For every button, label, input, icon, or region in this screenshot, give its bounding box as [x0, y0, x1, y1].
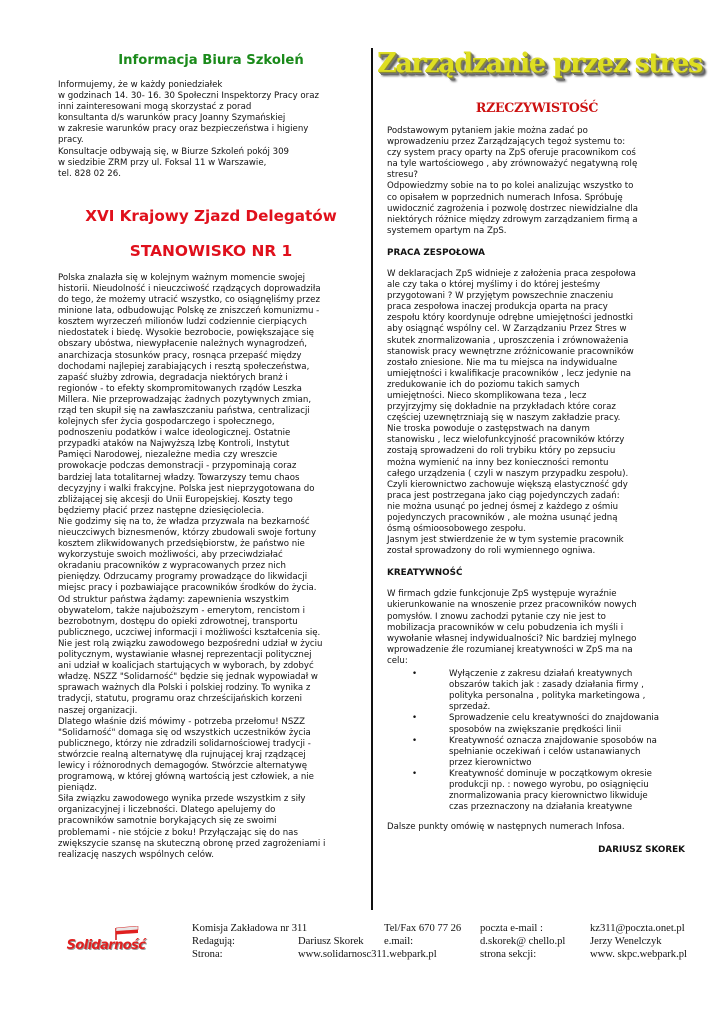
text-line: został sprowadzony do roli wymiennego ogniwa. — [387, 546, 596, 557]
teamwork-paragraph — [387, 269, 687, 557]
text-line: Odpowiedzmy sobie na to po kolei analizując wszystko to — [387, 181, 634, 192]
text-line: W firmach gdzie funkcjonuje ZpS występuje wyraźnie — [387, 589, 617, 600]
text-line: wywołanie własnej indywidualności? Nic bardziej mylnego — [387, 633, 637, 644]
section-title: RZECZYWISTOŚĆ — [475, 100, 599, 115]
text-line: rząd ten skupił się na zawłaszczaniu państwa, centralizacji — [58, 405, 310, 416]
text-line: Siła związku zawodowego wynika przede wszystkim z siły — [58, 794, 306, 805]
section-site-link[interactable]: www. skpc.webpark.pl — [590, 949, 687, 960]
editor-1-email-label: e.mail: — [384, 936, 414, 947]
text-line: regionów - to efekty skompromitowanych rządów Leszka — [58, 383, 302, 394]
text-line: stanowisku , lecz wielofunkcyjność pracowników którzy — [387, 435, 625, 446]
text-line: Polska znalazła się w kolejnym ważnym momencie swojej — [58, 272, 306, 283]
banner-title: Zarządzanie przez stres — [377, 48, 702, 79]
text-line: miejsc pracy i pozbawiające pracowników środków do życia. — [58, 583, 317, 594]
bullet-text-line: obszarów takich jak : zasady działania firmy , — [449, 680, 644, 691]
text-line: zespołu który koordynuje odrębne umiejętności jednostki — [387, 313, 634, 324]
text-line: kolejnych sfer życia gospodarczego i społecznego, — [58, 417, 275, 428]
text-line: Podstawowym pytaniem jakie można zadać po — [387, 126, 588, 136]
text-line: na tyle wartościowego , aby zrównoważyć negatywną rolę — [387, 159, 638, 170]
section-site-label: strona sekcji: — [480, 949, 537, 960]
text-line: inni zainteresowani mogą skorzystać z porad — [58, 102, 252, 113]
text-line: mobilizacja pracowników w celu pobudzenia ich myśli i — [387, 622, 624, 633]
text-line: przygotowani ? W przyjętym powszechnie znaczeniu — [387, 291, 614, 302]
text-line: częściej uzewnętrzniają się w naszym zakładzie pracy. — [387, 413, 621, 424]
text-line: w godzinach 14. 30- 16. 30 Społeczni Inspektorzy Pracy oraz — [58, 91, 319, 102]
text-line: podnoszeniu podatków i walce ideologicznej. Ostatnie — [58, 428, 291, 439]
text-line: problemami - nie stójcie z boku! Przyłączając się do nas — [58, 827, 298, 838]
text-line: umiejętności i kwalifikacje pracowników , lecz jedynie na — [387, 368, 632, 379]
solidarnosc-logo-icon — [64, 926, 148, 962]
text-line: zapaść służby zdrowia, degradacja niektórych branż i — [58, 372, 288, 383]
text-line: w siedzibie ZRM przy ul. Foksal 11 w Warszawie, — [58, 157, 267, 168]
position-body — [58, 273, 364, 861]
text-line: czy system pracy oparty na ZpS oferuje pracownikom coś — [387, 148, 636, 159]
bullet-text-line: sposobów na zwiększanie prędkości linii — [449, 724, 622, 735]
text-line: stwórzcie realną alternatywę dla rujnującej kraj rządzącej — [58, 749, 306, 760]
text-line: aby osiągnąć wspólny cel. W Zarządzaniu Przez Stres w — [387, 324, 627, 335]
teamwork-heading: PRACA ZESPOŁOWA — [387, 247, 485, 258]
text-line: anarchizacja stosunków pracy, rosnąca przepaść między — [58, 350, 302, 361]
bullet-item — [387, 669, 687, 713]
text-line: publicznego, uczciwej informacji i możliwości kształcenia się. — [58, 627, 321, 638]
text-line: W deklaracjach ZpS widnieje z założenia praca zespołowa — [387, 268, 636, 279]
position-title: STANOWISKO NR 1 — [129, 241, 293, 260]
logo-text: Solidarność — [66, 938, 146, 953]
text-line: kosztem zlikwidowanych przedsiębiorstw, że państwo nie — [58, 539, 305, 550]
text-line: ukierunkowanie na wnoszenie przez pracowników nowych — [387, 600, 637, 611]
footer — [0, 920, 724, 980]
text-line: będziemy płacić przez następne dziesięciolecia. — [58, 505, 265, 516]
text-line: tradycji, statutu, programu oraz chrześcijańskich korzeni — [58, 694, 303, 705]
editor-1-name: Dariusz Skorek — [298, 936, 364, 947]
email-label: poczta e-mail : — [480, 923, 543, 934]
text-line: organizacyjnej i liczebności. Dlatego apelujemy do — [58, 805, 276, 816]
text-line: Jasnym jest stwierdzenie że w tym systemie pracownik — [387, 535, 624, 546]
text-line: dochodami najlepiej zarabiających i resztą społeczeństwa, — [58, 361, 310, 372]
text-line: można wymienić na inny bez konieczności remontu — [387, 457, 609, 468]
text-line: pieniądz. — [58, 783, 97, 794]
bullet-text-line: Kreatywność dominuje w początkowym okresie — [449, 768, 652, 779]
text-line: pomysłów. I znowu zachodzi pytanie czy nie jest to — [387, 611, 606, 622]
bullet-text-line: produkcji np. : nowego wyrobu, po osiągnięciu — [449, 779, 649, 790]
bullet-text-line: przez kierownictwo — [449, 757, 532, 768]
text-line: całego urządzenia ( czyli w naszym przypadku zespołu). — [387, 468, 629, 479]
text-line: kosztem wyrzeczeń milionów ludzi codziennie cierpiących — [58, 317, 307, 328]
bullet-item — [387, 713, 687, 735]
text-line: Informujemy, że w każdy poniedziałek — [58, 80, 223, 90]
site-link[interactable]: www.solidarnosc311.webpark.pl — [298, 949, 437, 960]
text-line: władzę. NSZZ "Solidarność" będzie się jednak wypowiadał w — [58, 672, 318, 683]
text-line: konsultanta d/s warunków pracy Joanny Szymańskiej — [58, 113, 286, 124]
text-line: obszary ubóstwa, niewypłacenie należnych wynagrodzeń, — [58, 339, 307, 350]
text-line: przyjrzyjmy się dokładnie na przykładach które coraz — [387, 402, 616, 413]
text-line: bardziej lata totalitarnej władzy. Towarzyszy temu chaos — [58, 472, 300, 483]
text-line: Nie godzimy się na to, że władza przyzwala na bezkarność — [58, 516, 310, 527]
text-line: wprowadzeniu przez Zarządzających tegoż systemu to: — [387, 137, 626, 148]
bullet-text-line: spełnianie oczekiwań i celów ustanawianych — [449, 746, 641, 757]
bullet-icon: • — [412, 713, 418, 724]
creativity-heading: KREATYWNOŚĆ — [387, 568, 463, 579]
text-line: pracowników samotnie borykających się ze swoimi — [58, 816, 277, 827]
text-line: publicznego, którzy nie zdradzili solidarnościowej tradycji - — [58, 738, 311, 749]
left-column — [58, 48, 364, 861]
text-line: Pamięci Narodowej, niezależne media czy wreszcie — [58, 450, 278, 461]
bullet-text-line: czas przeznaczony na działania kreatywne — [449, 802, 633, 813]
text-line: stresu? — [387, 170, 418, 181]
text-line: nieuczciwych biznesmenów, którzy zbudowali swoje fortuny — [58, 528, 317, 538]
text-line: ósmą ośmioosobowego zespołu. — [387, 524, 526, 535]
text-line: tel. 828 02 26. — [58, 168, 121, 179]
text-line: skutek znormalizowania , uproszczenia i zrównoważenia — [387, 335, 629, 346]
right-column — [377, 48, 702, 856]
text-line: pojedynczych pracowników , ale można usunąć jedną — [387, 513, 618, 523]
text-line: Nie jest rolą związku zawodowego bezpośredni udział w życiu — [58, 638, 323, 649]
text-line: prowokacje podczas demonstracji - przypominają coraz — [58, 461, 297, 472]
text-line: ani udział w koalicjach startujących w wyborach, by zdobyć — [58, 661, 314, 672]
bullet-text-line: polityka personalna , polityka marketingowa , — [449, 691, 646, 702]
text-line: uwidocznić zagrożenia i pozwolę dostrzec niewidzialne dla — [387, 203, 639, 214]
bullet-item — [387, 769, 687, 813]
text-line: zostają sprowadzeni do roli trybiku który po zepsuciu — [387, 446, 616, 457]
bullet-text-line: Sprowadzenie celu kreatywności do znajdowania — [449, 713, 660, 724]
text-line: minione lata, odbudowując Polskę ze zniszczeń komunizmu - — [58, 306, 320, 317]
text-line: obywatelom, także najuboższym - emerytom, rencistom i — [58, 605, 305, 616]
closing-line: Dalsze punkty omówię w następnych numerach Infosa. — [387, 822, 625, 833]
info-title: Informacja Biura Szkoleń — [118, 53, 304, 68]
intro-paragraph — [387, 126, 687, 237]
bullet-text-line: Wyłączenie z zakresu działań kreatywnych — [449, 669, 633, 680]
column-divider — [371, 48, 373, 910]
bullet-icon: • — [412, 669, 418, 680]
text-line: pracy. — [58, 135, 84, 146]
article-banner — [377, 48, 702, 84]
bullet-text-line: Kreatywność oznacza znajdowanie sposobów na — [449, 735, 657, 746]
editor-1-email-link[interactable]: d.skorek@ chello.pl — [480, 936, 566, 947]
bullet-item — [387, 736, 687, 769]
text-line: zostało zniesione. Nie ma tu miejsca na indywidualne — [387, 357, 618, 368]
text-line: praca zespołowa inaczej produkcja oparta na pracy — [387, 302, 608, 313]
site-label: Strona: — [192, 949, 223, 960]
text-line: lewicy i różnorodnych demagogów. Stwórzcie alternatywę — [58, 760, 308, 771]
text-line: Czyli kierownictwo zachowuje większą elastyczność gdy — [387, 479, 628, 490]
text-line: celu: — [387, 655, 408, 666]
text-line: okradaniu pracowników z wypracowanych przez nich — [58, 561, 286, 572]
text-line: Dlatego właśnie dziś mówimy - potrzeba przełomu! NSZZ — [58, 716, 306, 727]
text-line: nie można usunąć po jednej ósmej z każdego z ośmiu — [387, 501, 619, 512]
text-line: co opisałem w poprzednich numerach Infosa. Spróbuję — [387, 192, 623, 203]
text-line: Nie troska powoduje o zastępstwach na danym — [387, 424, 590, 435]
text-line: wprowadzenie źle rozumianej kreatywności w ZpS ma na — [387, 644, 633, 655]
text-line: "Solidarność" domaga się od wszystkich uczestników życia — [58, 727, 311, 738]
info-paragraph — [58, 80, 364, 180]
bullet-icon: • — [412, 735, 418, 746]
bullet-text-line: sprzedaż. — [449, 702, 491, 713]
text-line: niektórych różnice między zdrowym zarządzaniem firmą a — [387, 214, 638, 225]
text-line: systemem opartym na ZpS. — [387, 225, 507, 236]
text-line: politycznym, wystawianie własnej reprezentacji politycznej — [58, 650, 312, 661]
text-line: Konsultacje odbywają się, w Biurze Szkoleń pokój 309 — [58, 146, 290, 157]
author-signature: DARIUSZ SKOREK — [598, 845, 685, 856]
editor-2-name: Jerzy Wenelczyk — [590, 936, 662, 947]
text-line: umiejętności. Nieco skomplikowana teza , lecz — [387, 390, 587, 401]
text-line: zbliżającej się akcesji do Unii Europejskiej. Koszty tego — [58, 494, 293, 505]
text-line: decyzyjny i walki frakcyjne. Polska jest nieprzygotowana do — [58, 483, 315, 494]
text-line: do tego, że możemy utracić wszystko, co osiągnęliśmy przez — [58, 295, 320, 306]
text-line: Od struktur państwa żądamy: zapewnienia wszystkim — [58, 594, 290, 605]
footer-contact-grid — [192, 922, 712, 961]
telfax: Tel/Fax 670 77 26 — [384, 923, 462, 934]
bullet-icon: • — [412, 768, 418, 779]
text-line: realizację naszych wspólnych celów. — [58, 849, 214, 860]
congress-title: XVI Krajowy Zjazd Delegatów — [85, 206, 337, 225]
text-line: przypadki ataków na Najwyższą Izbę Kontroli, Instytut — [58, 439, 290, 450]
text-line: historii. Nieudolność i nieuczciwość rządzących doprowadziła — [58, 283, 321, 294]
text-line: wykorzystuje swoich możliwości, aby przeciwdziałać — [58, 550, 283, 561]
creativity-paragraph — [387, 589, 687, 667]
text-line: sprawach ważnych dla Polski i polskiej rodziny. To wynika z — [58, 683, 311, 694]
text-line: w zakresie warunków pracy oraz bezpieczeństwa i higieny — [58, 124, 309, 135]
bullet-text-line: znormalizowania pracy kierownictwo likwiduje — [449, 791, 648, 802]
editors-label: Redagują: — [192, 936, 235, 947]
text-line: ale czy taka o której myślimy i do której jesteśmy — [387, 280, 601, 291]
text-line: stanowisk pracy wewnętrzne zróżnicowanie pracowników — [387, 346, 634, 357]
commission-name: Komisja Zakładowa nr 311 — [192, 923, 308, 934]
text-line: zwiększycie szansę na skuteczną obronę przed zagrożeniami i — [58, 838, 326, 849]
creativity-bullet-list — [387, 669, 687, 813]
text-line: praca jest postrzegana jako ciąg pojedynczych zadań: — [387, 490, 620, 501]
email-link[interactable]: kz311@poczta.onet.pl — [590, 923, 685, 934]
text-line: bezrobotnym, dostępu do opieki zdrowotnej, transportu — [58, 616, 298, 627]
text-line: programową, w której główną wartością jest człowiek, a nie — [58, 772, 314, 783]
text-line: niedostatek i biedę. Wysokie bezrobocie, powiększające się — [58, 328, 314, 339]
text-line: naszej organizacji. — [58, 705, 138, 716]
text-line: zredukowanie ich do poziomu takich samych — [387, 379, 580, 390]
text-line: Millera. Nie przeprowadzając żadnych pozytywnych zmian, — [58, 394, 312, 405]
text-line: pieniędzy. Odrzucamy programy prowadzące do likwidacji — [58, 572, 308, 583]
